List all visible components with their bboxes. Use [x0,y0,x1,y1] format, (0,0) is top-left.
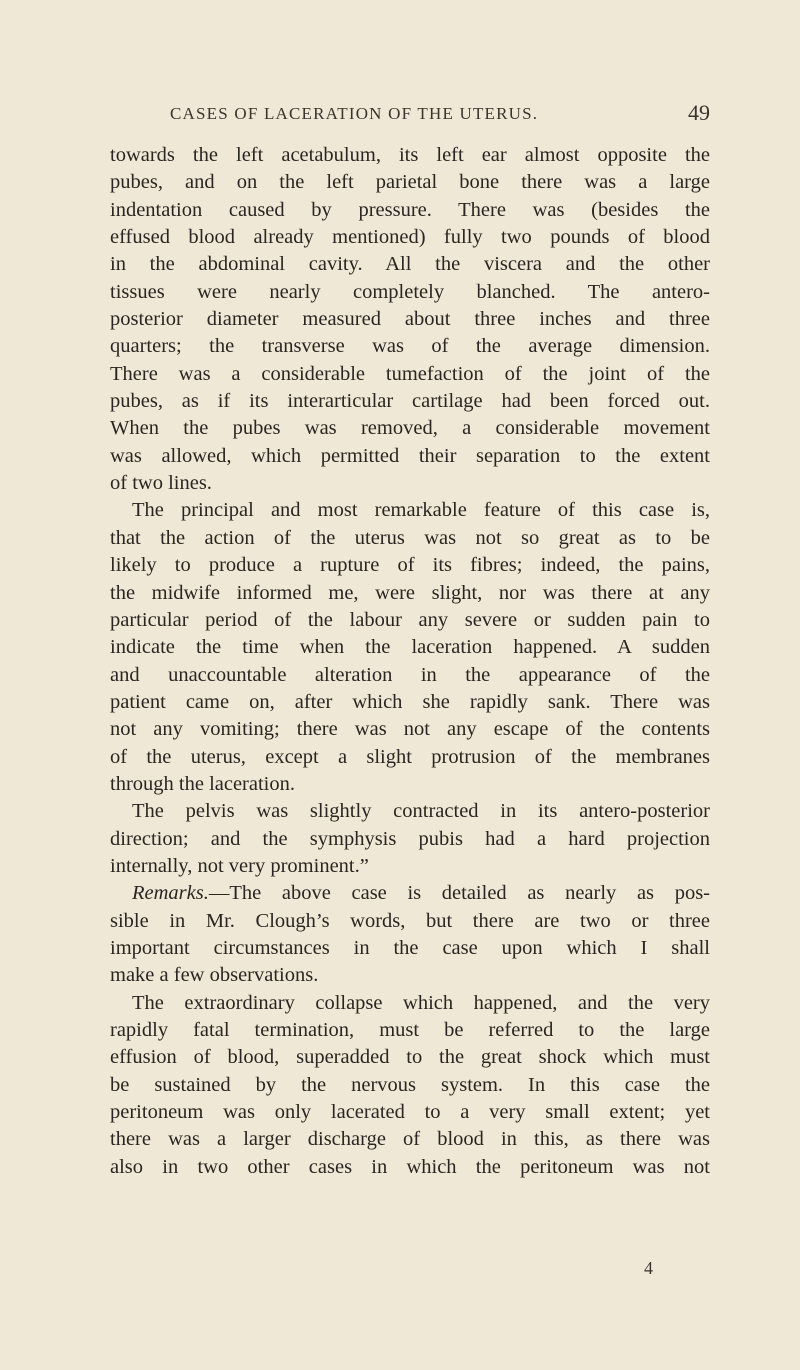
page-number: 49 [688,100,710,125]
text-line: indicate the time when the laceration happened. A sudden [110,636,710,659]
text-line: be sustained by the nervous system. In this case the [110,1073,710,1096]
text-line: through the laceration. [110,772,296,795]
text-line: not any vomiting; there was not any escape of the contents [110,718,710,741]
body-text [110,142,710,1181]
text-line: particular period of the labour any severe or sudden pain to [110,608,710,631]
text-line: indentation caused by pressure. There was (besides the [110,198,710,221]
text-line: also in two other cases in which the peritoneum was not [110,1155,710,1178]
text-line: effused blood already mentioned) fully two pounds of blood [110,226,710,249]
running-title: CASES OF LACERATION OF THE UTERUS. [170,104,539,123]
text-line: important circumstances in the case upon which I shall [110,936,710,959]
text-line: tissues were nearly completely blanched. The antero- [110,280,710,303]
text-line: The pelvis was slightly contracted in its antero-posterior [132,800,710,823]
text-line: make a few observations. [110,964,319,987]
remarks-text: —The above case is detailed as nearly as pos- [208,882,710,905]
text-line: There was a considerable tumefaction of the joint of the [110,362,710,385]
text-line: and unaccountable alteration in the appearance of the [110,663,710,686]
text-line: When the pubes was removed, a considerable movement [110,417,710,440]
text-line: the midwife informed me, were slight, nor was there at any [110,581,710,604]
text-line: internally, not very prominent.” [110,854,369,877]
text-line: peritoneum was only lacerated to a very small extent; yet [110,1101,710,1124]
text-line: of two lines. [110,472,212,495]
text-line: of the uterus, except a slight protrusion of the membranes [110,745,710,768]
remarks-label: Remarks. [132,882,209,905]
text-line: sible in Mr. Clough’s words, but there are two or three [110,909,710,932]
text-line: effusion of blood, superadded to the great shock which must [110,1046,710,1069]
text-line: direction; and the symphysis pubis had a hard projection [110,827,710,850]
text-line: in the abdominal cavity. All the viscera and the other [110,253,710,276]
text-line: was allowed, which permitted their separation to the extent [110,444,710,467]
text-line: pubes, and on the left parietal bone there was a large [110,171,710,194]
page-header [170,100,710,134]
text-line: likely to produce a rupture of its fibres; indeed, the pains, [110,554,710,577]
text-line: quarters; the transverse was of the average dimension. [110,335,710,358]
text-line: there was a larger discharge of blood in this, as there was [110,1128,710,1151]
text-line: patient came on, after which she rapidly sank. There was [110,690,710,713]
signature-mark: 4 [644,1258,653,1278]
text-line: rapidly fatal termination, must be referred to the large [110,1019,710,1041]
remarks-line [110,880,710,907]
text-line: towards the left acetabulum, its left ear almost opposite the [110,144,710,166]
text-line: The principal and most remarkable feature of this case is, [132,499,710,522]
text-line: The extraordinary collapse which happened, and the very [132,991,710,1014]
text-line: posterior diameter measured about three inches and three [110,308,710,331]
text-line: that the action of the uterus was not so great as to be [110,526,710,549]
text-line: pubes, as if its interarticular cartilage had been forced out. [110,390,710,413]
